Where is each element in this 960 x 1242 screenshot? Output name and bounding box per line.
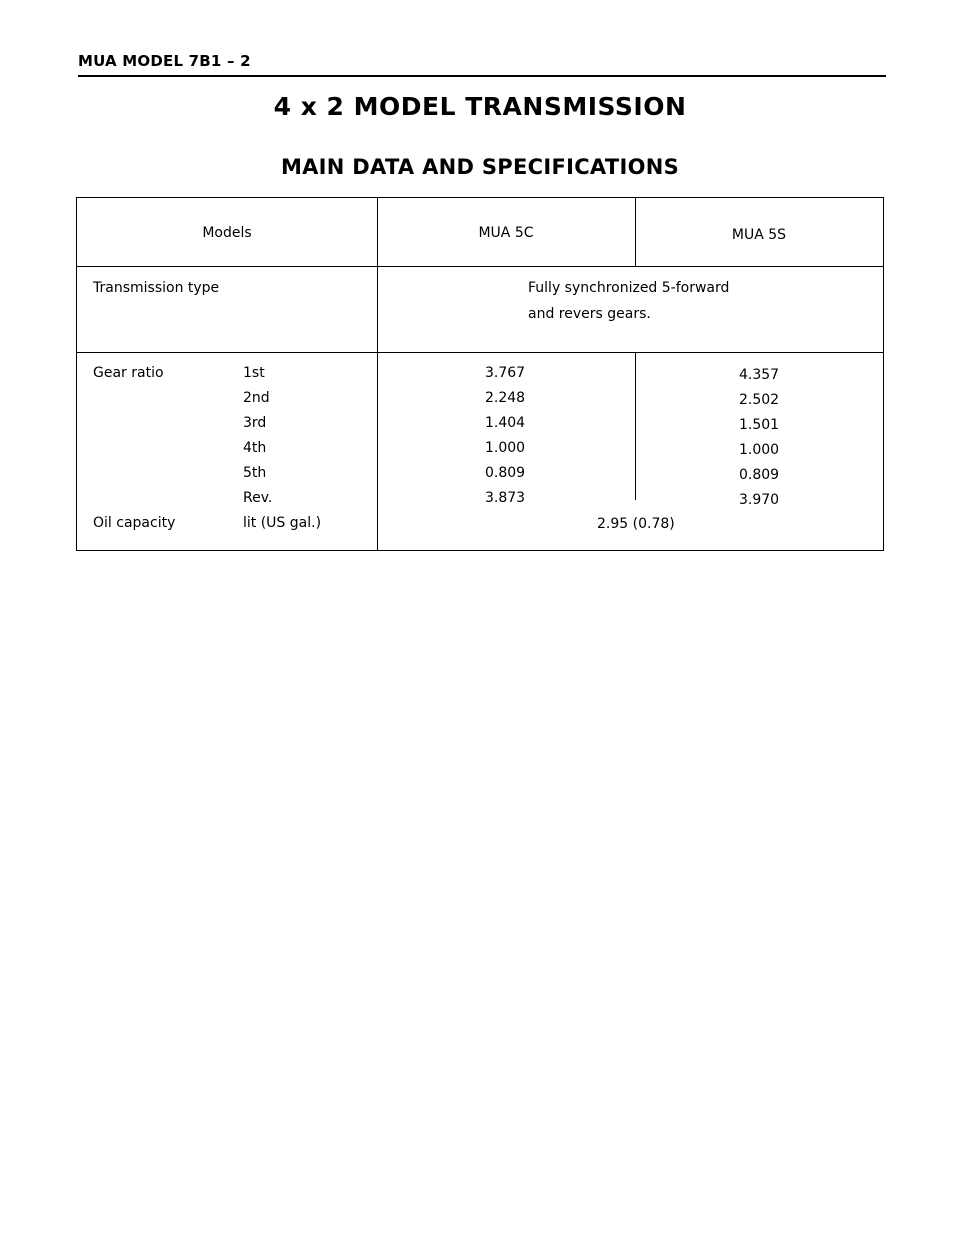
gear-ratio-mua-5c: 3.767 bbox=[485, 365, 526, 381]
gear-name: 5th bbox=[243, 465, 267, 481]
header-models: Models bbox=[202, 225, 252, 241]
transmission-type-line1: Fully synchronized 5-forward bbox=[528, 280, 730, 296]
column-divider-left bbox=[377, 198, 378, 550]
page-title: 4 x 2 MODEL TRANSMISSION bbox=[273, 92, 687, 121]
gear-ratio-mua-5s: 0.809 bbox=[739, 467, 780, 483]
section-title: MAIN DATA AND SPECIFICATIONS bbox=[280, 155, 680, 179]
gear-ratio-mua-5s: 2.502 bbox=[739, 392, 780, 408]
gear-ratio-mua-5c: 0.809 bbox=[485, 465, 526, 481]
oil-capacity-label: Oil capacity bbox=[93, 515, 176, 531]
oil-capacity-value: 2.95 (0.78) bbox=[597, 516, 675, 532]
gear-ratio-mua-5c: 3.873 bbox=[485, 490, 526, 506]
gear-name: 2nd bbox=[243, 390, 270, 406]
gear-ratio-mua-5s: 4.357 bbox=[739, 367, 780, 383]
gear-ratio-label: Gear ratio bbox=[93, 365, 164, 381]
row-divider-header bbox=[77, 266, 883, 267]
oil-capacity-unit: lit (US gal.) bbox=[243, 515, 322, 531]
gear-ratio-mua-5s: 1.501 bbox=[739, 417, 780, 433]
header-mua-5s: MUA 5S bbox=[731, 227, 787, 243]
gear-ratio-mua-5c: 2.248 bbox=[485, 390, 526, 406]
gear-ratio-mua-5s: 3.970 bbox=[739, 492, 780, 508]
gear-name: Rev. bbox=[243, 490, 273, 506]
running-head: MUA MODEL 7B1 – 2 bbox=[78, 52, 251, 70]
gear-ratio-mua-5c: 1.404 bbox=[485, 415, 526, 431]
gear-name: 1st bbox=[243, 365, 265, 381]
transmission-type-label: Transmission type bbox=[93, 280, 220, 296]
gear-name: 4th bbox=[243, 440, 267, 456]
gear-ratio-mua-5c: 1.000 bbox=[485, 440, 526, 456]
header-mua-5c: MUA 5C bbox=[478, 225, 534, 241]
transmission-type-line2: and revers gears. bbox=[528, 306, 651, 322]
header-rule bbox=[78, 75, 886, 77]
row-divider-transmission bbox=[77, 352, 883, 353]
gear-name: 3rd bbox=[243, 415, 267, 431]
gear-ratio-mua-5s: 1.000 bbox=[739, 442, 780, 458]
column-divider-gear-ratio bbox=[635, 352, 636, 500]
specifications-table bbox=[76, 197, 884, 551]
